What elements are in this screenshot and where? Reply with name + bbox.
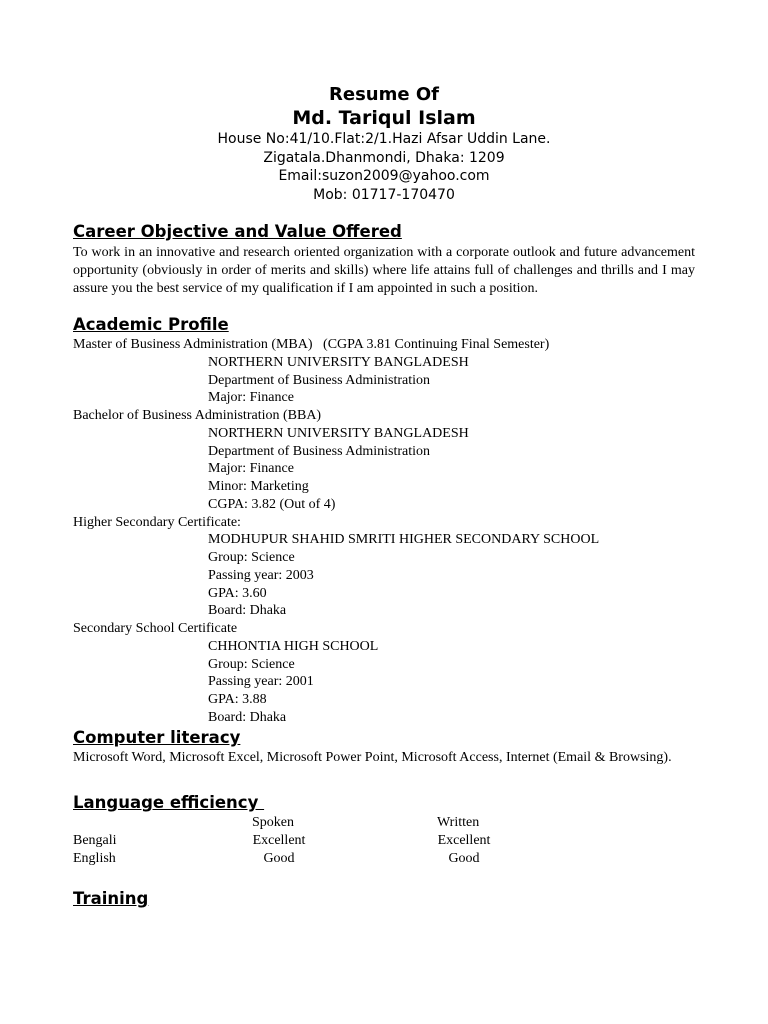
academic-detail-line: MODHUPUR SHAHID SMRITI HIGHER SECONDARY SCHOOL <box>208 532 600 548</box>
academic-degree-line: Master of Business Administration (MBA) (CGPA 3.81 Continuing Final Semester) <box>73 337 550 352</box>
academic-detail-line: Minor: Marketing <box>208 479 309 494</box>
academic-detail-line: Major: Finance <box>208 461 294 477</box>
language-spoken-level: Good <box>263 851 295 866</box>
academic-detail-line: CGPA: 3.82 (Out of 4) <box>208 496 336 512</box>
academic-detail-line: Board: Dhaka <box>208 709 287 725</box>
email-line: Email:suzon2009@yahoo.com <box>278 168 490 184</box>
academic-degree-line: Bachelor of Business Administration (BBA) <box>73 408 322 423</box>
academic-detail-line: Group: Science <box>208 656 295 672</box>
academic-detail-line: Major: Finance <box>208 390 294 406</box>
academic-detail-line: CHHONTIA HIGH SCHOOL <box>208 638 379 654</box>
academic-detail-line: NORTHERN UNIVERSITY BANGLADESH <box>208 425 469 441</box>
academic-detail-line: Passing year: 2003 <box>208 567 314 583</box>
language-written-level: Good <box>448 851 480 866</box>
academic-detail-line: Passing year: 2001 <box>208 674 314 690</box>
academic-detail-line: NORTHERN UNIVERSITY BANGLADESH <box>208 354 469 370</box>
academic-degree-line: Higher Secondary Certificate: <box>73 514 241 530</box>
address-line-2: Zigatala.Dhanmondi, Dhaka: 1209 <box>263 149 505 166</box>
language-efficiency-heading: Language efficiency <box>73 793 265 812</box>
academic-profile-heading: Academic Profile <box>73 315 229 334</box>
academic-detail-line: Department of Business Administration <box>208 372 431 388</box>
academic-detail-line: GPA: 3.60 <box>208 585 267 601</box>
academic-detail-line: GPA: 3.88 <box>208 692 267 707</box>
mobile-line: Mob: 01717-170470 <box>313 186 455 203</box>
academic-detail-line: Group: Science <box>208 550 295 565</box>
language-written-level: Excellent <box>437 833 491 848</box>
career-objective-heading: Career Objective and Value Offered <box>73 222 402 241</box>
computer-literacy-text: Microsoft Word, Microsoft Excel, Microsoft Power Point, Microsoft Access, Internet (Email & Browsing). <box>73 750 672 765</box>
candidate-name: Md. Tariqul Islam <box>292 107 476 129</box>
language-spoken-level: Excellent <box>252 833 306 848</box>
academic-degree-line: Secondary School Certificate <box>73 621 238 636</box>
resume-title: Resume Of <box>329 84 439 105</box>
resume-header <box>0 84 768 204</box>
academic-detail-line: Department of Business Administration <box>208 443 431 459</box>
training-heading: Training <box>73 889 149 908</box>
address-line-1: House No:41/10.Flat:2/1.Hazi Afsar Uddin Lane. <box>217 131 551 147</box>
language-name: English <box>73 851 116 866</box>
language-col-spoken: Spoken <box>252 815 294 830</box>
computer-literacy-heading: Computer literacy <box>73 728 241 747</box>
academic-detail-line: Board: Dhaka <box>208 603 287 619</box>
language-col-written: Written <box>437 815 480 830</box>
career-objective-text: To work in an innovative and research oriented organization with a corporate outlook and future advancement opportunity (obviously in order of merits and skills) where life attains full of challenges and thrills and I may assure you the best service of my qualification if I am appointed in such a position. <box>73 245 695 296</box>
language-name: Bengali <box>73 833 117 848</box>
